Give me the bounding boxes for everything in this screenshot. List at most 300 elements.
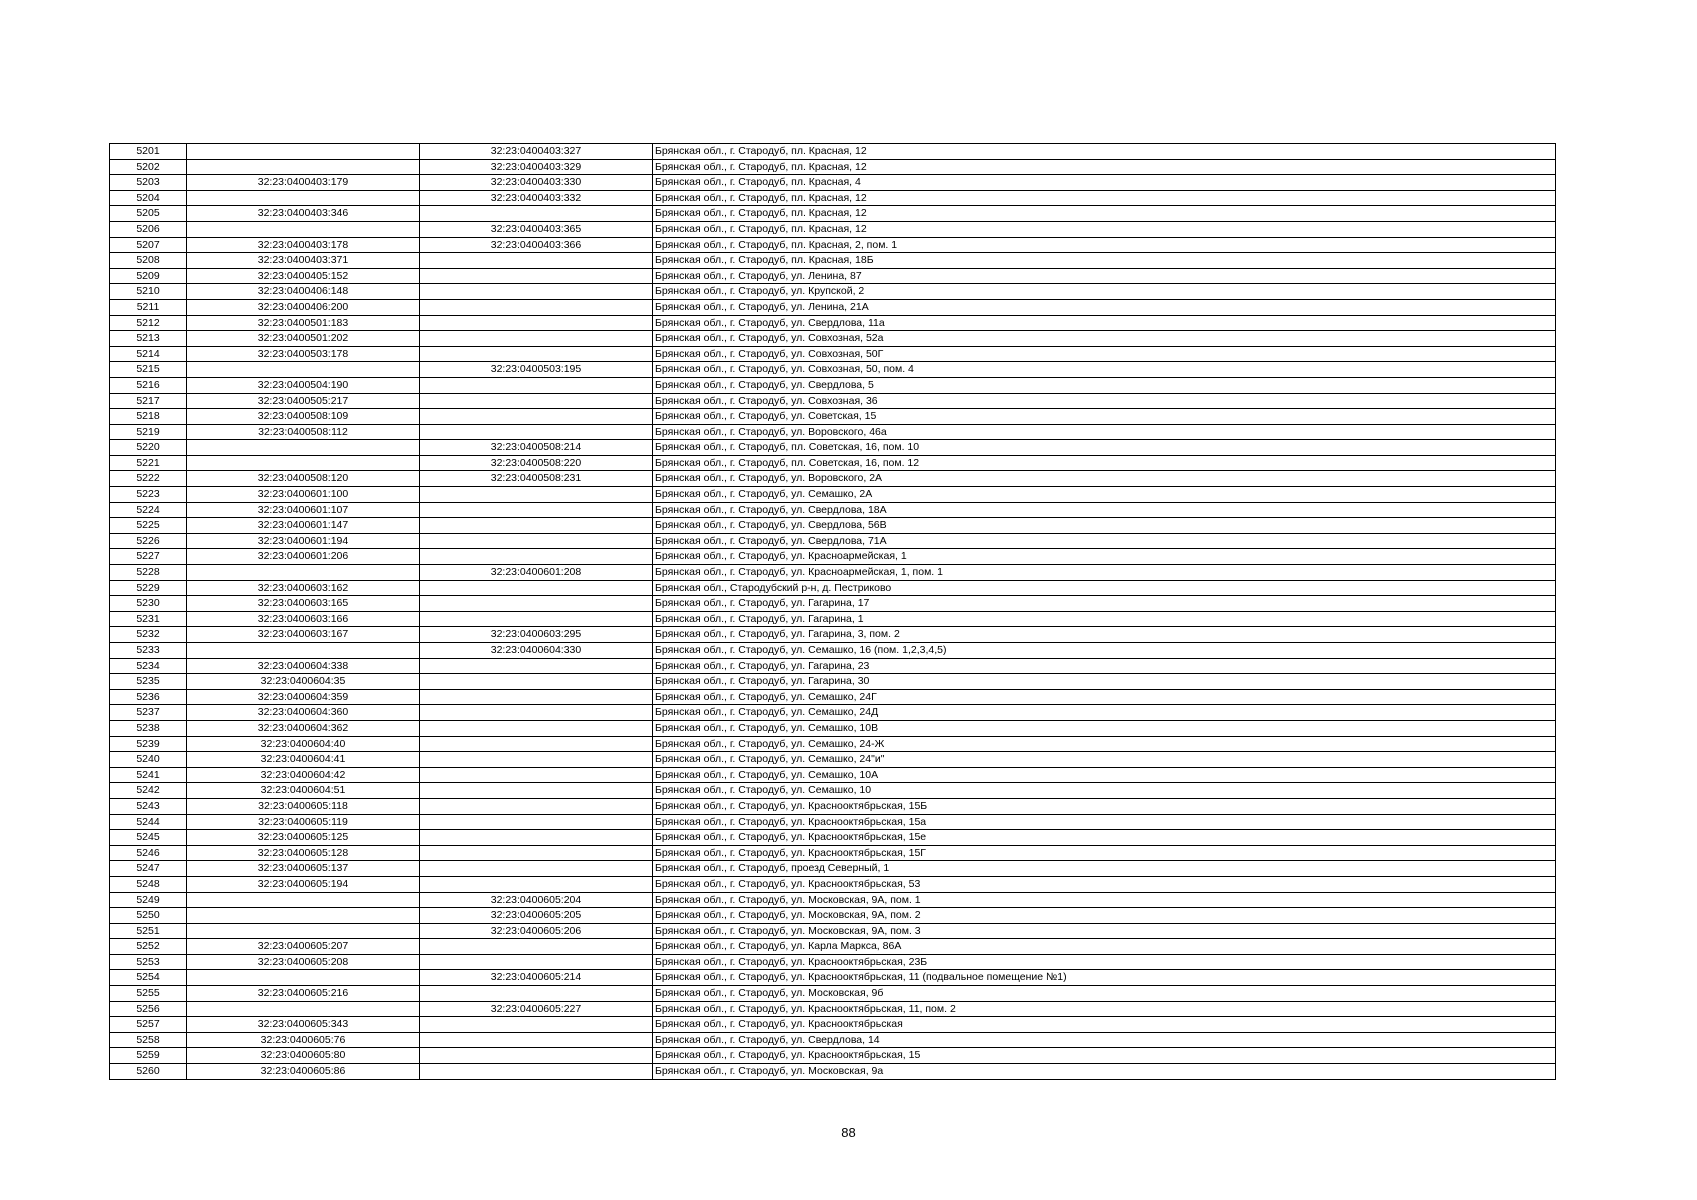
row-number-cell: 5232 (110, 627, 187, 643)
cadastral-number-cell: 32:23:0400605:128 (187, 845, 420, 861)
address-cell: Брянская обл., г. Стародуб, пл. Красная, 12 (653, 221, 1556, 237)
table-row (110, 237, 1556, 253)
row-number-cell: 5223 (110, 487, 187, 503)
address-cell: Брянская обл., г. Стародуб, ул. Ленина, 21А (653, 299, 1556, 315)
premises-cadastral-number-cell: 32:23:0400605:227 (420, 1001, 653, 1017)
table-row (110, 580, 1556, 596)
address-cell: Брянская обл., г. Стародуб, ул. Семашко, 10А (653, 767, 1556, 783)
row-number-cell: 5208 (110, 253, 187, 269)
table-row (110, 175, 1556, 191)
row-number-cell: 5258 (110, 1032, 187, 1048)
address-cell: Брянская обл., г. Стародуб, ул. Совхозная, 50Г (653, 346, 1556, 362)
row-number-cell: 5214 (110, 346, 187, 362)
table-row (110, 798, 1556, 814)
cadastral-number-cell: 32:23:0400406:200 (187, 299, 420, 315)
address-cell: Брянская обл., г. Стародуб, ул. Свердлова, 18А (653, 502, 1556, 518)
table-row (110, 1048, 1556, 1064)
address-cell: Брянская обл., г. Стародуб, пл. Красная, 12 (653, 190, 1556, 206)
address-cell: Брянская обл., г. Стародуб, ул. Краснооктябрьская, 53 (653, 876, 1556, 892)
row-number-cell: 5252 (110, 939, 187, 955)
address-cell: Брянская обл., г. Стародуб, пл. Советская, 16, пом. 10 (653, 440, 1556, 456)
address-cell: Брянская обл., г. Стародуб, ул. Свердлова, 56В (653, 518, 1556, 534)
cadastral-number-cell: 32:23:0400604:362 (187, 720, 420, 736)
address-cell: Брянская обл., г. Стародуб, ул. Ленина, 87 (653, 268, 1556, 284)
premises-cadastral-number-cell (420, 549, 653, 565)
premises-cadastral-number-cell (420, 393, 653, 409)
row-number-cell: 5217 (110, 393, 187, 409)
address-cell: Брянская обл., г. Стародуб, ул. Красноармейская, 1 (653, 549, 1556, 565)
cadastral-number-cell: 32:23:0400603:162 (187, 580, 420, 596)
address-cell: Брянская обл., г. Стародуб, ул. Семашко, 24-Ж (653, 736, 1556, 752)
row-number-cell: 5246 (110, 845, 187, 861)
address-cell: Брянская обл., г. Стародуб, ул. Семашко, 24Г (653, 689, 1556, 705)
cadastral-number-cell (187, 892, 420, 908)
row-number-cell: 5256 (110, 1001, 187, 1017)
row-number-cell: 5231 (110, 611, 187, 627)
row-number-cell: 5216 (110, 377, 187, 393)
premises-cadastral-number-cell (420, 377, 653, 393)
table-row (110, 1017, 1556, 1033)
row-number-cell: 5221 (110, 455, 187, 471)
premises-cadastral-number-cell (420, 611, 653, 627)
row-number-cell: 5237 (110, 705, 187, 721)
address-cell: Брянская обл., г. Стародуб, ул. Краснооктябрьская (653, 1017, 1556, 1033)
premises-cadastral-number-cell: 32:23:0400403:330 (420, 175, 653, 191)
table-row (110, 471, 1556, 487)
table-row (110, 892, 1556, 908)
table-row (110, 502, 1556, 518)
cadastral-number-cell: 32:23:0400504:190 (187, 377, 420, 393)
table-row (110, 1001, 1556, 1017)
row-number-cell: 5240 (110, 752, 187, 768)
row-number-cell: 5212 (110, 315, 187, 331)
premises-cadastral-number-cell (420, 346, 653, 362)
table-row (110, 923, 1556, 939)
premises-cadastral-number-cell: 32:23:0400605:206 (420, 923, 653, 939)
address-cell: Брянская обл., г. Стародуб, ул. Крупской, 2 (653, 284, 1556, 300)
address-cell: Брянская обл., г. Стародуб, ул. Московская, 9б (653, 986, 1556, 1002)
address-cell: Брянская обл., г. Стародуб, ул. Московская, 9А, пом. 3 (653, 923, 1556, 939)
table-row (110, 268, 1556, 284)
address-cell: Брянская обл., г. Стародуб, ул. Краснооктябрьская, 15Г (653, 845, 1556, 861)
row-number-cell: 5244 (110, 814, 187, 830)
address-cell: Брянская обл., г. Стародуб, ул. Краснооктябрьская, 23Б (653, 954, 1556, 970)
table-row (110, 596, 1556, 612)
row-number-cell: 5219 (110, 424, 187, 440)
premises-cadastral-number-cell: 32:23:0400508:231 (420, 471, 653, 487)
premises-cadastral-number-cell (420, 861, 653, 877)
row-number-cell: 5215 (110, 362, 187, 378)
cadastral-number-cell (187, 923, 420, 939)
row-number-cell: 5249 (110, 892, 187, 908)
cadastral-number-cell (187, 455, 420, 471)
address-cell: Брянская обл., г. Стародуб, ул. Краснооктябрьская, 15а (653, 814, 1556, 830)
table-row (110, 393, 1556, 409)
row-number-cell: 5213 (110, 331, 187, 347)
address-cell: Брянская обл., г. Стародуб, пл. Красная, 12 (653, 159, 1556, 175)
row-number-cell: 5220 (110, 440, 187, 456)
address-cell: Брянская обл., г. Стародуб, ул. Семашко, 24Д (653, 705, 1556, 721)
row-number-cell: 5243 (110, 798, 187, 814)
table-row (110, 362, 1556, 378)
premises-cadastral-number-cell: 32:23:0400605:214 (420, 970, 653, 986)
cadastral-number-cell: 32:23:0400501:183 (187, 315, 420, 331)
row-number-cell: 5230 (110, 596, 187, 612)
cadastral-number-cell (187, 221, 420, 237)
cadastral-number-cell: 32:23:0400605:125 (187, 830, 420, 846)
address-cell: Брянская обл., г. Стародуб, ул. Семашко, 10В (653, 720, 1556, 736)
row-number-cell: 5228 (110, 565, 187, 581)
table-row (110, 908, 1556, 924)
premises-cadastral-number-cell (420, 767, 653, 783)
table-row (110, 861, 1556, 877)
premises-cadastral-number-cell: 32:23:0400503:195 (420, 362, 653, 378)
premises-cadastral-number-cell (420, 736, 653, 752)
row-number-cell: 5210 (110, 284, 187, 300)
row-number-cell: 5247 (110, 861, 187, 877)
cadastral-number-cell: 32:23:0400405:152 (187, 268, 420, 284)
cadastral-number-cell: 32:23:0400604:51 (187, 783, 420, 799)
table-row (110, 876, 1556, 892)
cadastral-number-cell: 32:23:0400605:207 (187, 939, 420, 955)
cadastral-number-cell (187, 908, 420, 924)
cadastral-number-cell: 32:23:0400605:119 (187, 814, 420, 830)
table-row (110, 533, 1556, 549)
cadastral-number-cell: 32:23:0400605:216 (187, 986, 420, 1002)
address-cell: Брянская обл., г. Стародуб, ул. Семашко, 24"и" (653, 752, 1556, 768)
row-number-cell: 5241 (110, 767, 187, 783)
premises-cadastral-number-cell: 32:23:0400403:327 (420, 144, 653, 160)
row-number-cell: 5227 (110, 549, 187, 565)
table-row (110, 611, 1556, 627)
cadastral-number-cell: 32:23:0400403:346 (187, 206, 420, 222)
premises-cadastral-number-cell: 32:23:0400403:332 (420, 190, 653, 206)
premises-cadastral-number-cell (420, 206, 653, 222)
row-number-cell: 5239 (110, 736, 187, 752)
table-row (110, 409, 1556, 425)
row-number-cell: 5209 (110, 268, 187, 284)
address-cell: Брянская обл., г. Стародуб, ул. Совхозная, 52а (653, 331, 1556, 347)
row-number-cell: 5225 (110, 518, 187, 534)
address-cell: Брянская обл., Стародубский р-н, д. Пестриково (653, 580, 1556, 596)
cadastral-number-cell: 32:23:0400403:178 (187, 237, 420, 253)
address-cell: Брянская обл., г. Стародуб, ул. Гагарина, 30 (653, 674, 1556, 690)
cadastral-number-cell (187, 144, 420, 160)
cadastral-number-cell: 32:23:0400603:165 (187, 596, 420, 612)
address-cell: Брянская обл., г. Стародуб, ул. Карла Маркса, 86А (653, 939, 1556, 955)
premises-cadastral-number-cell (420, 798, 653, 814)
row-number-cell: 5218 (110, 409, 187, 425)
premises-cadastral-number-cell (420, 1048, 653, 1064)
table-row (110, 767, 1556, 783)
table-row (110, 1064, 1556, 1080)
premises-cadastral-number-cell (420, 814, 653, 830)
premises-cadastral-number-cell (420, 689, 653, 705)
row-number-cell: 5248 (110, 876, 187, 892)
address-cell: Брянская обл., г. Стародуб, пл. Красная, 4 (653, 175, 1556, 191)
table-row (110, 845, 1556, 861)
row-number-cell: 5238 (110, 720, 187, 736)
row-number-cell: 5226 (110, 533, 187, 549)
premises-cadastral-number-cell (420, 876, 653, 892)
table-row (110, 954, 1556, 970)
premises-cadastral-number-cell (420, 502, 653, 518)
table-row (110, 331, 1556, 347)
premises-cadastral-number-cell: 32:23:0400604:330 (420, 643, 653, 659)
cadastral-number-cell: 32:23:0400403:179 (187, 175, 420, 191)
cadastral-number-cell: 32:23:0400601:206 (187, 549, 420, 565)
premises-cadastral-number-cell (420, 315, 653, 331)
premises-cadastral-number-cell (420, 299, 653, 315)
table-row (110, 487, 1556, 503)
cadastral-number-cell: 32:23:0400406:148 (187, 284, 420, 300)
address-cell: Брянская обл., г. Стародуб, ул. Воровского, 46а (653, 424, 1556, 440)
cadastral-number-cell: 32:23:0400605:86 (187, 1064, 420, 1080)
row-number-cell: 5206 (110, 221, 187, 237)
table-row (110, 783, 1556, 799)
table-row (110, 424, 1556, 440)
table-row (110, 455, 1556, 471)
address-cell: Брянская обл., г. Стародуб, ул. Семашко, 2А (653, 487, 1556, 503)
table-row (110, 986, 1556, 1002)
row-number-cell: 5203 (110, 175, 187, 191)
row-number-cell: 5250 (110, 908, 187, 924)
cadastral-number-cell: 32:23:0400605:194 (187, 876, 420, 892)
row-number-cell: 5236 (110, 689, 187, 705)
table-row (110, 720, 1556, 736)
address-cell: Брянская обл., г. Стародуб, проезд Северный, 1 (653, 861, 1556, 877)
property-table (109, 143, 1556, 1080)
address-cell: Брянская обл., г. Стародуб, ул. Красноармейская, 1, пом. 1 (653, 565, 1556, 581)
property-table-body (110, 144, 1556, 1080)
premises-cadastral-number-cell (420, 830, 653, 846)
premises-cadastral-number-cell: 32:23:0400605:204 (420, 892, 653, 908)
premises-cadastral-number-cell (420, 674, 653, 690)
cadastral-number-cell (187, 1001, 420, 1017)
row-number-cell: 5204 (110, 190, 187, 206)
premises-cadastral-number-cell (420, 487, 653, 503)
address-cell: Брянская обл., г. Стародуб, ул. Гагарина, 3, пом. 2 (653, 627, 1556, 643)
table-row (110, 190, 1556, 206)
premises-cadastral-number-cell: 32:23:0400403:329 (420, 159, 653, 175)
address-cell: Брянская обл., г. Стародуб, ул. Краснооктябрьская, 15 (653, 1048, 1556, 1064)
cadastral-number-cell: 32:23:0400604:360 (187, 705, 420, 721)
premises-cadastral-number-cell (420, 580, 653, 596)
row-number-cell: 5242 (110, 783, 187, 799)
table-row (110, 736, 1556, 752)
cadastral-number-cell (187, 159, 420, 175)
table-row (110, 221, 1556, 237)
premises-cadastral-number-cell (420, 409, 653, 425)
address-cell: Брянская обл., г. Стародуб, пл. Красная, 12 (653, 206, 1556, 222)
row-number-cell: 5222 (110, 471, 187, 487)
cadastral-number-cell: 32:23:0400604:41 (187, 752, 420, 768)
cadastral-number-cell: 32:23:0400603:167 (187, 627, 420, 643)
address-cell: Брянская обл., г. Стародуб, пл. Красная, 18Б (653, 253, 1556, 269)
table-row (110, 299, 1556, 315)
premises-cadastral-number-cell: 32:23:0400403:365 (420, 221, 653, 237)
premises-cadastral-number-cell (420, 720, 653, 736)
table-row (110, 565, 1556, 581)
address-cell: Брянская обл., г. Стародуб, ул. Краснооктябрьская, 15Б (653, 798, 1556, 814)
address-cell: Брянская обл., г. Стародуб, ул. Совхозная, 36 (653, 393, 1556, 409)
cadastral-number-cell: 32:23:0400501:202 (187, 331, 420, 347)
table-row (110, 440, 1556, 456)
cadastral-number-cell: 32:23:0400604:35 (187, 674, 420, 690)
row-number-cell: 5255 (110, 986, 187, 1002)
premises-cadastral-number-cell: 32:23:0400601:208 (420, 565, 653, 581)
table-row (110, 658, 1556, 674)
row-number-cell: 5245 (110, 830, 187, 846)
address-cell: Брянская обл., г. Стародуб, ул. Московская, 9а (653, 1064, 1556, 1080)
table-row (110, 939, 1556, 955)
premises-cadastral-number-cell (420, 986, 653, 1002)
cadastral-number-cell: 32:23:0400508:109 (187, 409, 420, 425)
cadastral-number-cell: 32:23:0400604:359 (187, 689, 420, 705)
row-number-cell: 5253 (110, 954, 187, 970)
cadastral-number-cell: 32:23:0400508:120 (187, 471, 420, 487)
table-row (110, 752, 1556, 768)
cadastral-number-cell: 32:23:0400601:147 (187, 518, 420, 534)
row-number-cell: 5233 (110, 643, 187, 659)
cadastral-number-cell: 32:23:0400605:118 (187, 798, 420, 814)
address-cell: Брянская обл., г. Стародуб, пл. Красная, 12 (653, 144, 1556, 160)
table-row (110, 518, 1556, 534)
table-row (110, 1032, 1556, 1048)
table-row (110, 284, 1556, 300)
cadastral-number-cell: 32:23:0400605:137 (187, 861, 420, 877)
address-cell: Брянская обл., г. Стародуб, ул. Семашко, 16 (пом. 1,2,3,4,5) (653, 643, 1556, 659)
address-cell: Брянская обл., г. Стародуб, ул. Свердлова, 5 (653, 377, 1556, 393)
table-row (110, 830, 1556, 846)
table-row (110, 705, 1556, 721)
row-number-cell: 5224 (110, 502, 187, 518)
address-cell: Брянская обл., г. Стародуб, ул. Свердлова, 11а (653, 315, 1556, 331)
address-cell: Брянская обл., г. Стародуб, ул. Краснооктябрьская, 15е (653, 830, 1556, 846)
page-number: 88 (841, 1125, 856, 1140)
cadastral-number-cell: 32:23:0400605:208 (187, 954, 420, 970)
premises-cadastral-number-cell (420, 1032, 653, 1048)
cadastral-number-cell: 32:23:0400508:112 (187, 424, 420, 440)
table-row (110, 144, 1556, 160)
cadastral-number-cell: 32:23:0400601:107 (187, 502, 420, 518)
cadastral-number-cell: 32:23:0400503:178 (187, 346, 420, 362)
premises-cadastral-number-cell (420, 705, 653, 721)
cadastral-number-cell (187, 440, 420, 456)
premises-cadastral-number-cell (420, 845, 653, 861)
address-cell: Брянская обл., г. Стародуб, ул. Гагарина, 1 (653, 611, 1556, 627)
address-cell: Брянская обл., г. Стародуб, ул. Семашко, 10 (653, 783, 1556, 799)
cadastral-number-cell (187, 190, 420, 206)
table-row (110, 377, 1556, 393)
table-row (110, 206, 1556, 222)
row-number-cell: 5207 (110, 237, 187, 253)
address-cell: Брянская обл., г. Стародуб, ул. Краснооктябрьская, 11 (подвальное помещение №1) (653, 970, 1556, 986)
premises-cadastral-number-cell (420, 284, 653, 300)
premises-cadastral-number-cell (420, 533, 653, 549)
table-row (110, 315, 1556, 331)
cadastral-number-cell: 32:23:0400601:100 (187, 487, 420, 503)
table-row (110, 674, 1556, 690)
row-number-cell: 5257 (110, 1017, 187, 1033)
row-number-cell: 5260 (110, 1064, 187, 1080)
table-row (110, 689, 1556, 705)
cadastral-number-cell: 32:23:0400604:40 (187, 736, 420, 752)
cadastral-number-cell: 32:23:0400505:217 (187, 393, 420, 409)
premises-cadastral-number-cell (420, 253, 653, 269)
address-cell: Брянская обл., г. Стародуб, ул. Свердлова, 71А (653, 533, 1556, 549)
row-number-cell: 5254 (110, 970, 187, 986)
table-row (110, 253, 1556, 269)
row-number-cell: 5234 (110, 658, 187, 674)
premises-cadastral-number-cell (420, 939, 653, 955)
row-number-cell: 5211 (110, 299, 187, 315)
premises-cadastral-number-cell: 32:23:0400605:205 (420, 908, 653, 924)
address-cell: Брянская обл., г. Стародуб, ул. Московская, 9А, пом. 1 (653, 892, 1556, 908)
row-number-cell: 5202 (110, 159, 187, 175)
cadastral-number-cell (187, 970, 420, 986)
address-cell: Брянская обл., г. Стародуб, ул. Московская, 9А, пом. 2 (653, 908, 1556, 924)
premises-cadastral-number-cell (420, 954, 653, 970)
premises-cadastral-number-cell (420, 596, 653, 612)
table-row (110, 814, 1556, 830)
table-row (110, 346, 1556, 362)
address-cell: Брянская обл., г. Стародуб, ул. Гагарина, 23 (653, 658, 1556, 674)
premises-cadastral-number-cell (420, 1064, 653, 1080)
table-row (110, 627, 1556, 643)
premises-cadastral-number-cell (420, 1017, 653, 1033)
cadastral-number-cell: 32:23:0400605:80 (187, 1048, 420, 1064)
cadastral-number-cell: 32:23:0400601:194 (187, 533, 420, 549)
cadastral-number-cell: 32:23:0400603:166 (187, 611, 420, 627)
address-cell: Брянская обл., г. Стародуб, ул. Совхозная, 50, пом. 4 (653, 362, 1556, 378)
address-cell: Брянская обл., г. Стародуб, ул. Гагарина, 17 (653, 596, 1556, 612)
cadastral-number-cell (187, 362, 420, 378)
cadastral-number-cell (187, 565, 420, 581)
table-row (110, 970, 1556, 986)
premises-cadastral-number-cell: 32:23:0400403:366 (420, 237, 653, 253)
address-cell: Брянская обл., г. Стародуб, пл. Красная, 2, пом. 1 (653, 237, 1556, 253)
address-cell: Брянская обл., г. Стародуб, ул. Свердлова, 14 (653, 1032, 1556, 1048)
row-number-cell: 5251 (110, 923, 187, 939)
table-row (110, 549, 1556, 565)
cadastral-number-cell: 32:23:0400403:371 (187, 253, 420, 269)
premises-cadastral-number-cell: 32:23:0400603:295 (420, 627, 653, 643)
cadastral-number-cell: 32:23:0400605:343 (187, 1017, 420, 1033)
row-number-cell: 5229 (110, 580, 187, 596)
row-number-cell: 5235 (110, 674, 187, 690)
premises-cadastral-number-cell (420, 331, 653, 347)
row-number-cell: 5205 (110, 206, 187, 222)
premises-cadastral-number-cell: 32:23:0400508:220 (420, 455, 653, 471)
address-cell: Брянская обл., г. Стародуб, пл. Советская, 16, пом. 12 (653, 455, 1556, 471)
row-number-cell: 5259 (110, 1048, 187, 1064)
table-row (110, 159, 1556, 175)
row-number-cell: 5201 (110, 144, 187, 160)
premises-cadastral-number-cell (420, 783, 653, 799)
cadastral-number-cell: 32:23:0400604:42 (187, 767, 420, 783)
premises-cadastral-number-cell (420, 658, 653, 674)
address-cell: Брянская обл., г. Стародуб, ул. Советская, 15 (653, 409, 1556, 425)
cadastral-number-cell: 32:23:0400605:76 (187, 1032, 420, 1048)
premises-cadastral-number-cell (420, 752, 653, 768)
premises-cadastral-number-cell (420, 424, 653, 440)
cadastral-number-cell (187, 643, 420, 659)
cadastral-number-cell: 32:23:0400604:338 (187, 658, 420, 674)
table-row (110, 643, 1556, 659)
address-cell: Брянская обл., г. Стародуб, ул. Краснооктябрьская, 11, пом. 2 (653, 1001, 1556, 1017)
premises-cadastral-number-cell: 32:23:0400508:214 (420, 440, 653, 456)
